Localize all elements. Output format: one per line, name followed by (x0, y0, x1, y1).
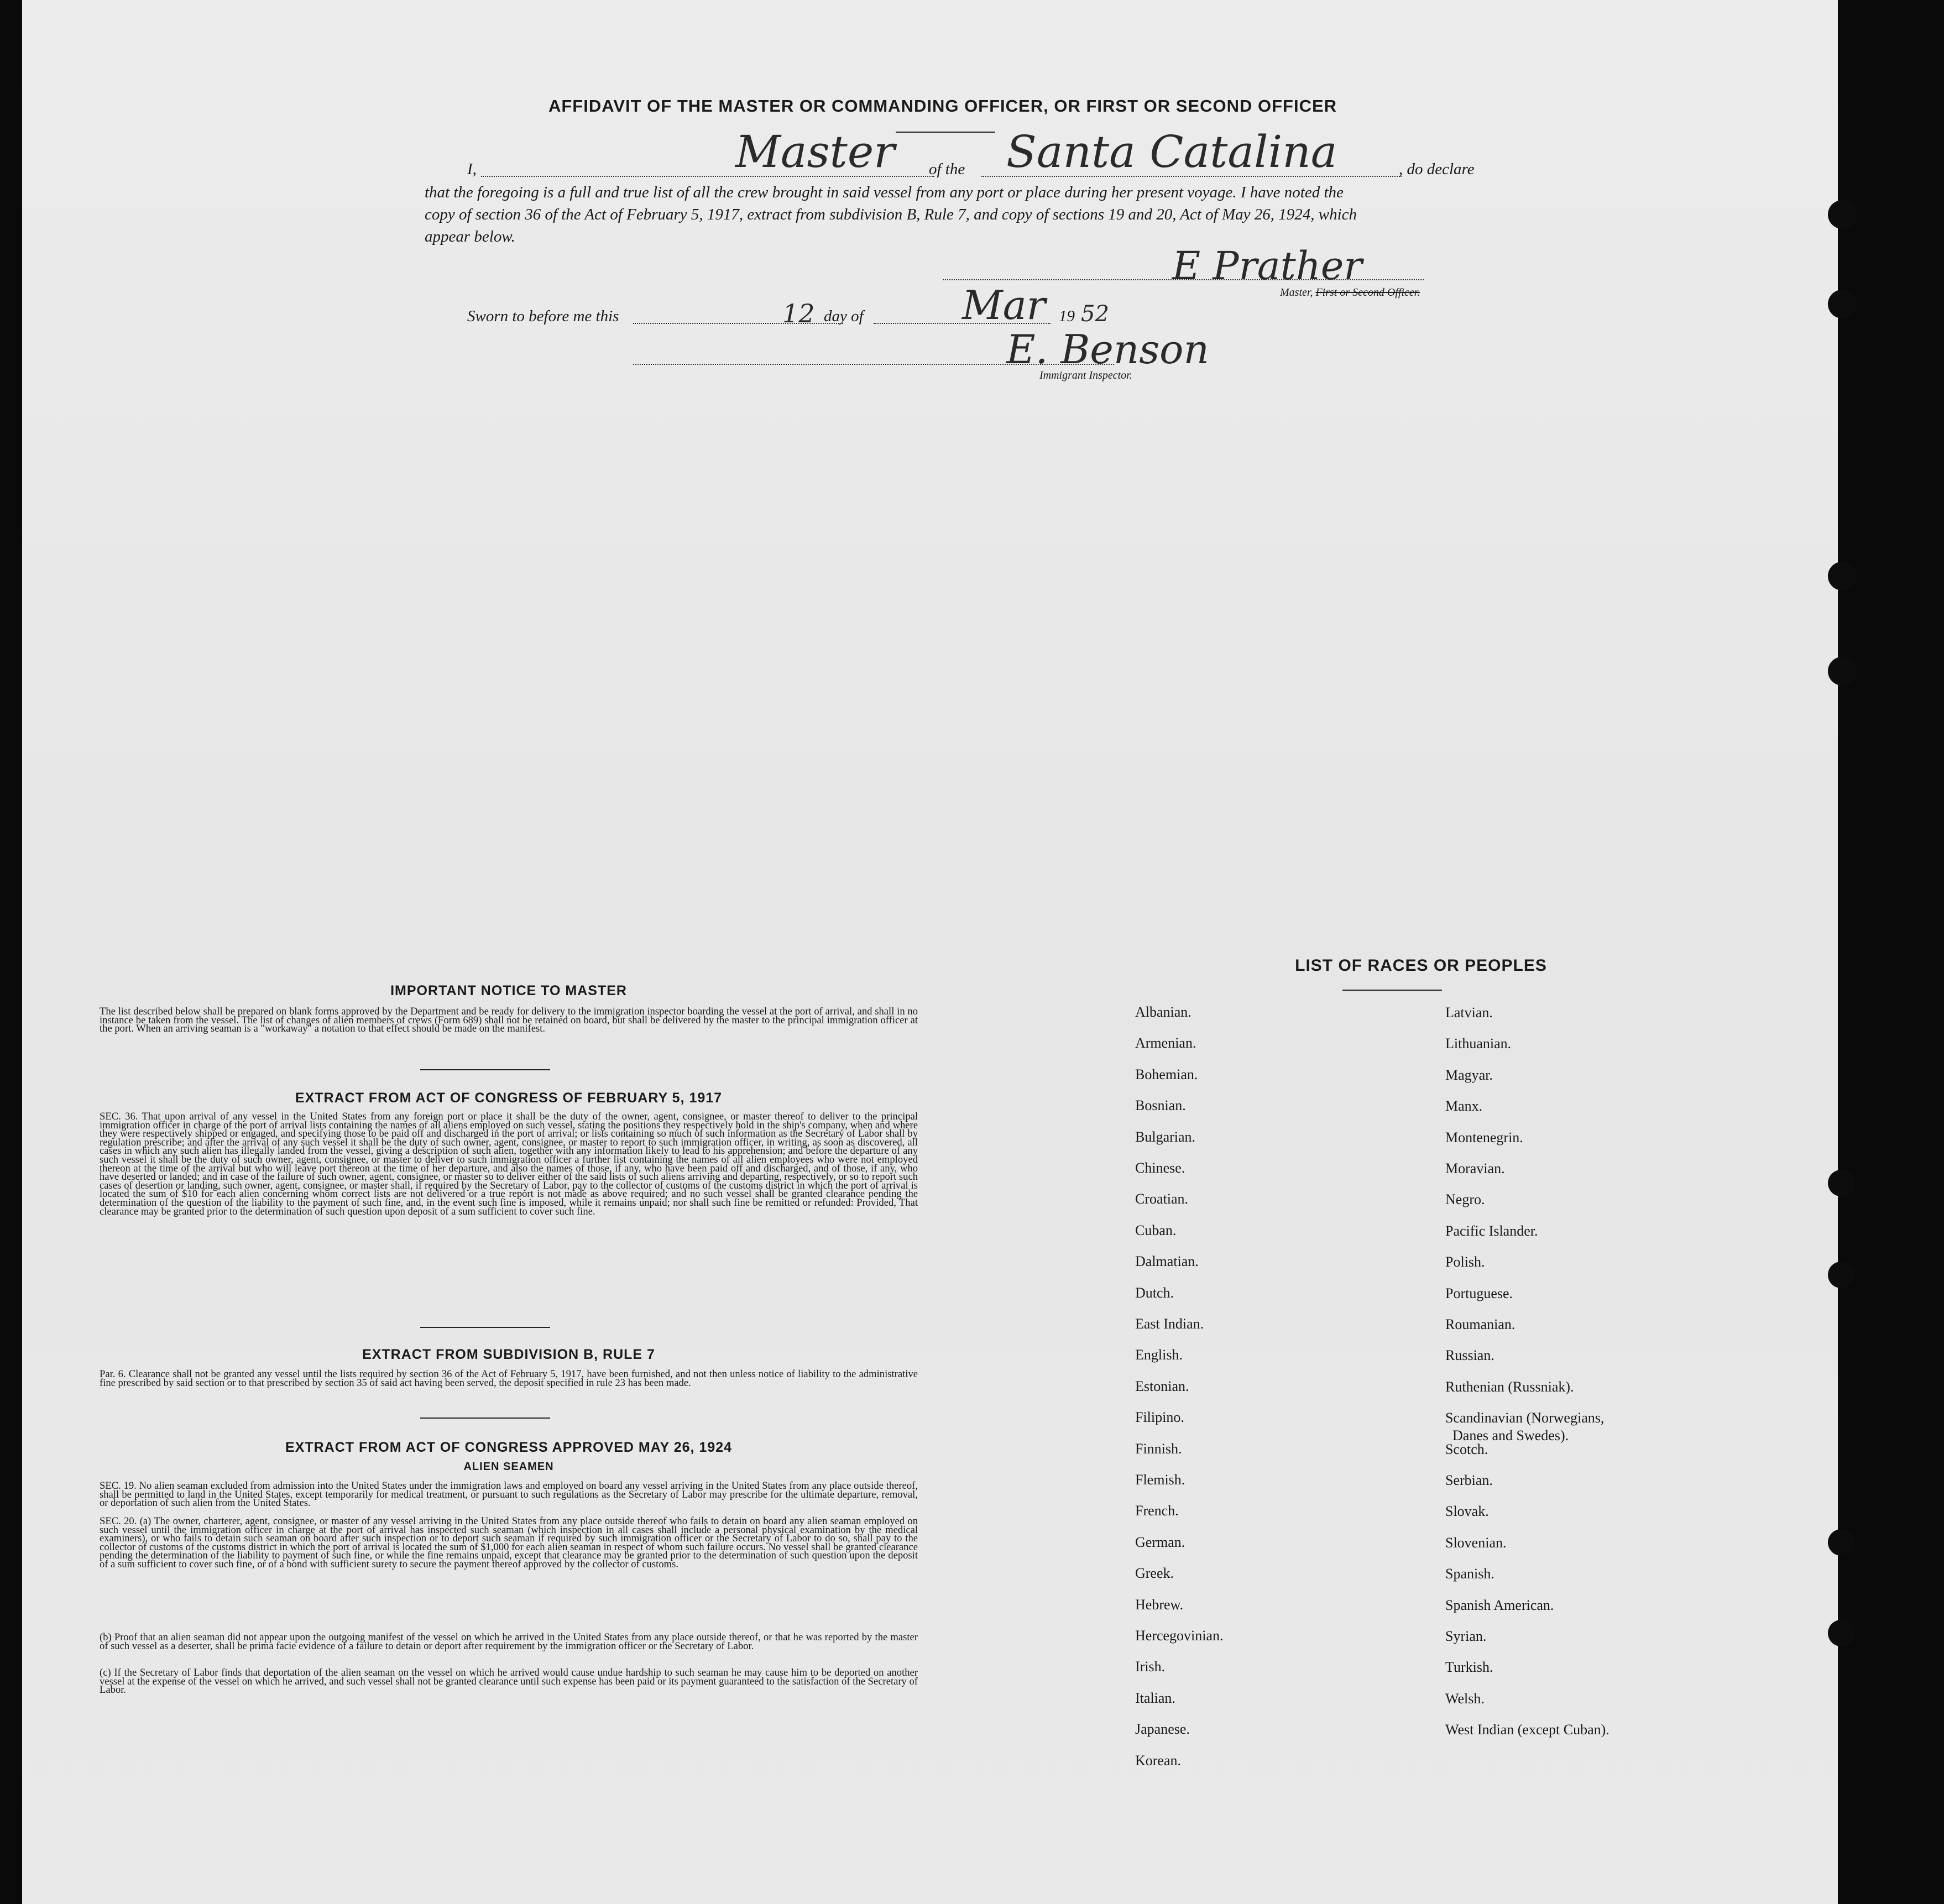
declaration-line-4: appear below. (425, 228, 515, 245)
race-item-right: Welsh. (1445, 1690, 1485, 1707)
punch-hole (1828, 657, 1857, 686)
punch-hole (1828, 562, 1857, 590)
race-item-left: Chinese. (1135, 1160, 1185, 1176)
notice-divider-3 (420, 1417, 550, 1419)
extract-1917-title: EXTRACT FROM ACT OF CONGRESS OF FEBRUARY 5, 1917 (295, 1090, 723, 1106)
race-item-left: Albanian. (1135, 1004, 1192, 1020)
race-item-right: Manx. (1445, 1098, 1483, 1115)
race-item-right: Pacific Islander. (1445, 1222, 1538, 1239)
race-item-right: Slovak. (1445, 1503, 1489, 1520)
race-item-right: Spanish. (1445, 1566, 1494, 1582)
extract-1924-subtitle: ALIEN SEAMEN (463, 1461, 554, 1473)
sworn-prefix: Sworn to before me this (467, 307, 619, 325)
race-item-left: Italian. (1135, 1689, 1175, 1706)
master-caption (1280, 286, 1420, 299)
race-item-left: Cuban. (1135, 1222, 1177, 1238)
race-item-right: Portuguese. (1445, 1285, 1513, 1301)
handwritten-vessel-name: Santa Catalina (1006, 126, 1337, 177)
race-item-left: French. (1135, 1503, 1179, 1519)
race-item-left: Dutch. (1135, 1284, 1174, 1301)
race-item-right: Montenegrin. (1445, 1129, 1523, 1145)
race-item-left: Hebrew. (1135, 1596, 1184, 1613)
race-item-left: Greek. (1135, 1565, 1174, 1582)
notice-divider-2 (420, 1327, 550, 1328)
sworn-day-of: day of (824, 307, 864, 325)
race-item-right: Spanish American. (1445, 1597, 1554, 1613)
race-item-right: Russian. (1445, 1347, 1494, 1364)
race-item-left: East Indian. (1135, 1316, 1204, 1332)
extract-1924-title: EXTRACT FROM ACT OF CONGRESS APPROVED MAY 26, 1924 (285, 1440, 733, 1455)
affidavit-title: AFFIDAVIT OF THE MASTER OR COMMANDING OFFICER, OR FIRST OR SECOND OFFICER (548, 96, 1337, 116)
race-item-left: Hercegovinian. (1135, 1628, 1224, 1644)
race-item-left: Finnish. (1135, 1440, 1182, 1457)
race-item-right: Polish. (1445, 1254, 1485, 1270)
race-item-left: English. (1135, 1347, 1183, 1363)
declaration-line-2: that the foregoing is a full and true list of all the crew brought in said vessel from any port or place during her present voyage. I have noted the (425, 184, 1344, 201)
race-item-right: Syrian. (1445, 1628, 1487, 1644)
extract-1924-sec20b: (b) Proof that an alien seaman did not appear upon the outgoing manifest of the vessel on which he arrived in the United States from any place outside thereof, or that he was reported by the master of such vessel as a deserter, shall be prima facie evidence of a failure to detain or deport after requirement by the immigration officer or the Secretary of Labor. (100, 1631, 918, 1652)
handwritten-day: 12 (782, 299, 815, 328)
notice-title: IMPORTANT NOTICE TO MASTER (390, 983, 627, 998)
inspector-caption: Immigrant Inspector. (1039, 369, 1132, 381)
race-item-left: Flemish. (1135, 1472, 1185, 1488)
race-item-left: Irish. (1135, 1659, 1166, 1675)
handwritten-officer-title: Master (735, 126, 895, 177)
races-divider (1342, 990, 1442, 991)
race-item-right: Slovenian. (1445, 1534, 1507, 1551)
race-item-left: Dalmatian. (1135, 1253, 1199, 1270)
race-item-right: West Indian (except Cuban). (1445, 1722, 1609, 1738)
punch-hole (1828, 290, 1857, 318)
extract-1924-sec20c: (c) If the Secretary of Labor finds that deportation of the alien seaman on the vessel on which he arrived would cause undue hardship to such seaman he may cause him to be deported on another vessel at the expense of the vessel on which he arrived, and such vessel shall not be granted clearance until such expense has been paid or its payment guaranteed to the satisfaction of the Secretary of Labor. (100, 1667, 918, 1696)
race-item-left: Estonian. (1135, 1378, 1189, 1394)
race-item-right: Serbian. (1445, 1472, 1493, 1488)
title-divider (896, 132, 995, 133)
declaration-line-3: copy of section 36 of the Act of February 5, 1917, extract from subdivision B, Rule 7, and copy of sections 19 and 20, Act of May 26, 1924, which (425, 206, 1357, 223)
extract-rule7-text: Par. 6. Clearance shall not be granted any vessel until the lists required by section 36 of the Act of February 5, 1917, have been furnished, and not then unless notice of liability to the administrative fine prescribed by said section or to that prescribed by section 35 of said act having been served, the deposit specified in rule 23 has been made. (100, 1368, 918, 1389)
declaration-suffix: , do declare (1399, 160, 1475, 178)
race-item-right: Moravian. (1445, 1160, 1505, 1176)
year-printed: 19 (1059, 307, 1075, 325)
punch-hole (1828, 1262, 1854, 1288)
race-item-right: Turkish. (1445, 1659, 1493, 1676)
race-item-right: Latvian. (1445, 1005, 1493, 1021)
race-item-right: Roumanian. (1445, 1316, 1516, 1332)
punch-hole (1828, 1170, 1854, 1196)
race-item-right: Negro. (1445, 1191, 1485, 1208)
extract-1924-sec19: SEC. 19. No alien seaman excluded from admission into the United States under the immigration laws and employed on board any vessel arriving in the United States from any place outside thereof, shall be permitted to land in the United States, except temporarily for medical treatment, or pursuant to such regulations as the Secretary of Labor may prescribe for the ultimate departure, removal, or deportation of such alien from the United States. (100, 1480, 918, 1509)
notice-paragraph: The list described below shall be prepared on blank forms approved by the Department and be ready for delivery to the immigration inspector boarding the vessel at the port of arrival, and shall in no instance be taken from the vessel. The list of changes of alien members of crews (Form 689) shall not be retained on board, but shall be delivered by the master to the principal immigration officer at the port. When an arriving seaman is a "workaway" a notation to that effect should be made on the manifest. (100, 1006, 918, 1035)
master-caption-struck: First or Second Officer. (1315, 286, 1420, 299)
race-item-right: Magyar. (1445, 1066, 1493, 1083)
notice-divider-1 (420, 1069, 550, 1070)
extract-1917-text: SEC. 36. That upon arrival of any vessel in the United States from any foreign port or place it shall be the duty of the owner, agent, consignee, or master thereof to deliver to the principal immigration officer in charge of the port of arrival lists containing the names of all aliens employed on such vessel, stating the positions they respectively hold in the ship's company, when and where they were respectively shipped or engaged, and specifying those to be paid off and discharged in the port of arrival; or lists containing so much of such information as the Secretary of Labor shall by regulation prescribe; and after the arrival of any such vessel it shall be the duty of such owner, agent, consignee, or master to report to such immigration officer, in writing, as soon as discovered, all cases in which any such alien has illegally landed from the vessel, giving a description of such alien, together with any information likely to lead to his apprehension; and before the departure of any such vessel it shall be the duty of such owner, agent, consignee, or master to deliver to such immigration officer a further list containing the names of all alien employees who were not employed thereon at the time of the arrival but who will leave port thereon at the time of her departure, and also the names of those, if any, who have been paid off and discharged, and of those, if any, who have deserted or landed; and in case of the failure of such owner, agent, consignee, or master so to deliver either of the said lists of such aliens arriving and departing, respectively, or so to report such cases of desertion or landing, such owner, agent, consignee, or master shall, if required by the Secretary of Labor, pay to the collector of customs of the customs district in which the port of arrival is located the sum of $10 for each alien concerning whom correct lists are not delivered or a true report is not made as above required; and no such vessel shall be granted clearance pending the determination of the question of the liability to the payment of such fine, and, in the event such fine is imposed, while it remains unpaid; nor shall such fine be remitted or refunded: Provided, That clearance may be granted prior to the determination of such question upon deposit of a sum sufficient to cover such fine. (100, 1111, 918, 1217)
handwritten-year: 52 (1081, 301, 1109, 327)
race-item-left: Armenian. (1135, 1035, 1196, 1052)
declaration-prefix: I, (467, 160, 477, 178)
extract-1924-sec20a: SEC. 20. (a) The owner, charterer, agent, consignee, or master of any vessel arriving in the United States from any place outside thereof who fails to detain on board any alien seaman employed on such vessel until the immigration officer in charge at the port of arrival has inspected such seaman (which inspection in all cases shall include a personal physical examination by the medical examiners), or who fails to detain such seaman on board after such inspection or to deport such seaman if required by such immigration officer or the Secretary of Labor to do so, shall pay to the collector of customs of the customs district in which the port of arrival is located the sum of $1,000 for each alien seaman in respect of whom such failure occurs. No vessel shall be granted clearance pending the determination of the liability to payment of such fine, or while the fine remains unpaid, except that clearance may be granted prior to the determination of such question upon the deposit of a sum sufficient to cover such fine, or of a bond with sufficient surety to secure the payment thereof approved by the collector of customs. (100, 1515, 918, 1570)
race-item-left: Filipino. (1135, 1409, 1184, 1426)
scan-right-edge (1838, 0, 1891, 1904)
handwritten-month: Mar (962, 282, 1046, 328)
race-item-left: Bulgarian. (1135, 1128, 1196, 1145)
race-item-left: German. (1135, 1534, 1185, 1550)
extract-rule7-title: EXTRACT FROM SUBDIVISION B, RULE 7 (362, 1347, 655, 1362)
race-item-right: Scotch. (1445, 1441, 1488, 1457)
race-item-left: Bosnian. (1135, 1097, 1186, 1114)
document-page (22, 0, 1891, 1904)
declaration-of-the: of the (929, 160, 965, 178)
punch-hole (1828, 1620, 1854, 1646)
inspector-signature: E. Benson (1006, 326, 1209, 373)
race-item-right: Ruthenian (Russniak). (1445, 1378, 1574, 1395)
race-item-left: Bohemian. (1135, 1066, 1198, 1082)
race-item-left: Japanese. (1135, 1721, 1190, 1738)
race-item-left: Croatian. (1135, 1191, 1189, 1207)
master-signature: E Prather (1172, 243, 1362, 289)
punch-hole (1828, 1529, 1854, 1556)
punch-hole (1828, 200, 1857, 229)
race-item-right: Lithuanian. (1445, 1035, 1512, 1052)
master-caption-a: Master, (1280, 286, 1316, 299)
races-title: LIST OF RACES OR PEOPLES (1295, 956, 1547, 975)
race-item-left: Korean. (1135, 1752, 1182, 1769)
race-item-right: Scandinavian (Norwegians, Danes and Swedes). (1445, 1410, 1605, 1444)
